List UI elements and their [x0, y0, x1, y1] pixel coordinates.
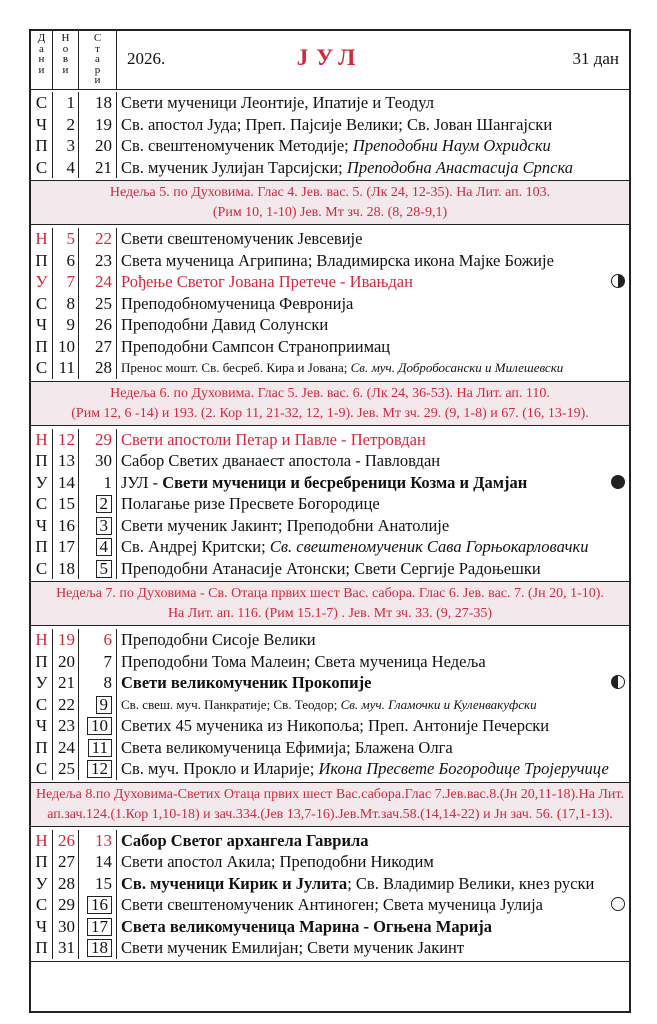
old-calendar-date: 29: [79, 429, 117, 451]
new-calendar-date: 2: [53, 114, 79, 136]
year-label: 2026.: [127, 49, 166, 68]
old-calendar-date: 14: [79, 851, 117, 873]
col-old-label: С т а р и: [93, 32, 102, 86]
new-calendar-date: 16: [53, 515, 79, 537]
new-calendar-date: 19: [53, 629, 79, 651]
week-1: [31, 89, 629, 181]
weekday-letter: С: [31, 758, 53, 780]
day-row: [31, 114, 629, 136]
feast-text: Преподобни Атанасије Атонски; Свети Сергије Радоњешки: [121, 558, 541, 578]
day-row: [31, 336, 629, 358]
feast-text: Св. свеш. муч. Панкратије; Св. Теодор; Св. муч. Гламочки и Куленвакуфски: [121, 696, 537, 712]
old-calendar-date: 4: [79, 536, 117, 558]
old-calendar-date: 9: [79, 694, 117, 716]
weekday-letter: Ч: [31, 715, 53, 737]
new-calendar-date: 1: [53, 92, 79, 114]
feast-text: Свети свештеномученик Антиноген; Света мученица Јулија: [121, 895, 543, 914]
old-calendar-date: 13: [79, 830, 117, 852]
new-calendar-date: 14: [53, 472, 79, 494]
old-calendar-date: 27: [79, 336, 117, 358]
day-row: [31, 694, 629, 716]
feast-text: Св. Андреј Критски; Св. свештеномученик Сава Горњокарловачки: [121, 537, 589, 556]
month-title: ЈУЛ: [296, 45, 364, 70]
new-calendar-date: 9: [53, 314, 79, 336]
moon-phase-icon: [611, 675, 625, 689]
day-row: [31, 92, 629, 114]
new-calendar-date: 15: [53, 493, 79, 515]
feast-text: Света великомученица Марина - Огњена Марија: [121, 916, 493, 936]
old-calendar-date: 16: [79, 894, 117, 916]
feast-text: Преподобни Давид Солунски: [121, 315, 329, 334]
feast-text: Светих 45 мученика из Никопоља; Преп. Антоније Печерски: [121, 716, 550, 735]
weekday-letter: П: [31, 851, 53, 873]
new-calendar-date: 30: [53, 916, 79, 938]
feast-text: Св. свештеномученик Методије; Преподобни Наум Охридски: [121, 136, 551, 155]
weekday-letter: С: [31, 293, 53, 315]
old-calendar-date: 30: [79, 450, 117, 472]
old-calendar-date: 6: [79, 629, 117, 651]
old-calendar-date: 20: [79, 135, 117, 157]
day-row: [31, 450, 629, 472]
day-row: [31, 937, 629, 959]
new-calendar-date: 12: [53, 429, 79, 451]
day-row: [31, 429, 629, 451]
feast-text: Преподобни Сисоје Велики: [121, 630, 316, 649]
old-calendar-date: 26: [79, 314, 117, 336]
new-calendar-date: 31: [53, 937, 79, 959]
readings-line: Недеља 6. по Духовима. Глас 5. Јев. вас. 6. (Лк 24, 36-53). На Лит. ап. 110.: [110, 385, 550, 401]
weekday-letter: У: [31, 271, 53, 293]
moon-phase-icon: [611, 274, 625, 288]
day-row: [31, 737, 629, 759]
sunday-readings-3: [31, 582, 629, 626]
new-calendar-date: 7: [53, 271, 79, 293]
new-calendar-date: 29: [53, 894, 79, 916]
moon-phase-icon: [611, 897, 625, 911]
week-4: [31, 626, 629, 783]
sunday-readings-2: [31, 382, 629, 426]
feast-text: Свети мученик Емилијан; Свети мученик Јакинт: [121, 938, 465, 957]
feast-text: Св. мученик Јулијан Тарсијски; Преподобна Анастасија Српска: [121, 157, 574, 177]
day-row: [31, 830, 629, 852]
day-row: [31, 851, 629, 873]
feast-text: Преподобномученица Февронија: [121, 293, 354, 313]
old-calendar-date: 28: [79, 357, 117, 379]
weekday-letter: П: [31, 937, 53, 959]
old-calendar-date: 8: [79, 672, 117, 694]
old-calendar-date: 18: [79, 937, 117, 959]
new-calendar-date: 24: [53, 737, 79, 759]
new-calendar-date: 6: [53, 250, 79, 272]
feast-text: Преподобни Тома Малеин; Света мученица Недеља: [121, 651, 486, 671]
new-calendar-date: 22: [53, 694, 79, 716]
weekday-letter: С: [31, 894, 53, 916]
weekday-letter: С: [31, 493, 53, 515]
old-calendar-date: 3: [79, 515, 117, 537]
week-2: [31, 225, 629, 382]
day-row: [31, 314, 629, 336]
feast-text: Св. мученици Кирик и Јулита; Св. Владимир Велики, кнез руски: [121, 873, 595, 893]
weekday-letter: Ч: [31, 916, 53, 938]
weekday-letter: С: [31, 92, 53, 114]
new-calendar-date: 5: [53, 228, 79, 250]
weekday-letter: У: [31, 472, 53, 494]
feast-text: Свети великомученик Прокопије: [121, 673, 372, 692]
sunday-readings-1: [31, 181, 629, 225]
new-calendar-date: 3: [53, 135, 79, 157]
feast-text: Рођење Светог Јована Претече - Ивањдан: [121, 272, 413, 291]
old-calendar-date: 25: [79, 293, 117, 315]
day-row: [31, 916, 629, 938]
old-calendar-date: 10: [79, 715, 117, 737]
day-row: [31, 357, 629, 379]
new-calendar-date: 20: [53, 651, 79, 673]
readings-line: Недеља 7. по Духовима - Св. Отаца првих шест Вас. сабора. Глас 6. Јев. вас. 7. (Јн 20, 1-10).: [56, 586, 604, 601]
new-calendar-date: 27: [53, 851, 79, 873]
calendar-frame: [29, 29, 631, 1013]
feast-text: Свети апостол Акила; Преподобни Никодим: [121, 852, 434, 871]
weekday-letter: Н: [31, 429, 53, 451]
feast-text: Света великомученица Ефимија; Блажена Олга: [121, 737, 453, 757]
weekday-letter: Ч: [31, 314, 53, 336]
readings-line: Недеља 8.по Духовима-Светих Отаца првих шест Вас.сабора.Глас 7.Јев.вас.8.(Јн 20,11-18).На Лит.: [36, 786, 624, 802]
day-row: [31, 228, 629, 250]
old-calendar-date: 5: [79, 558, 117, 580]
old-calendar-date: 11: [79, 737, 117, 759]
day-row: [31, 629, 629, 651]
feast-text: Полагање ризе Пресвете Богородице: [121, 494, 380, 513]
new-calendar-date: 25: [53, 758, 79, 780]
day-row: [31, 873, 629, 895]
old-calendar-date: 18: [79, 92, 117, 114]
new-calendar-date: 18: [53, 558, 79, 580]
old-calendar-date: 2: [79, 493, 117, 515]
weekday-letter: П: [31, 250, 53, 272]
new-calendar-date: 4: [53, 157, 79, 179]
feast-text: Сабор Светог архангела Гаврила: [121, 830, 369, 850]
new-calendar-date: 17: [53, 536, 79, 558]
week-3: [31, 426, 629, 583]
weekday-letter: С: [31, 157, 53, 179]
day-row: [31, 515, 629, 537]
days-count: 31 дан: [572, 49, 619, 68]
old-calendar-date: 22: [79, 228, 117, 250]
weekday-letter: П: [31, 651, 53, 673]
weekday-letter: У: [31, 873, 53, 895]
day-row: [31, 672, 629, 694]
new-calendar-date: 21: [53, 672, 79, 694]
old-calendar-date: 12: [79, 758, 117, 780]
weekday-letter: П: [31, 336, 53, 358]
weekday-letter: Н: [31, 228, 53, 250]
feast-text: Свети мученици Леонтије, Ипатије и Теодул: [121, 93, 435, 112]
feast-text: Свети мученик Јакинт; Преподобни Анатолије: [121, 515, 450, 535]
day-row: [31, 271, 629, 293]
col-days-label: Д а н и: [37, 32, 46, 76]
day-row: [31, 536, 629, 558]
day-row: [31, 558, 629, 580]
day-row: [31, 472, 629, 494]
feast-text: Св. муч. Прокло и Иларије; Икона Пресвете Богородице Тројеручице: [121, 759, 609, 778]
day-row: [31, 894, 629, 916]
weekday-letter: П: [31, 450, 53, 472]
old-calendar-date: 15: [79, 873, 117, 895]
old-calendar-date: 1: [79, 472, 117, 494]
weekday-letter: У: [31, 672, 53, 694]
new-calendar-date: 28: [53, 873, 79, 895]
feast-text: Преподобни Сампсон Страноприимац: [121, 336, 391, 356]
old-calendar-date: 19: [79, 114, 117, 136]
weekday-letter: П: [31, 135, 53, 157]
day-row: [31, 293, 629, 315]
readings-line: Недеља 5. по Духовима. Глас 4. Јев. вас. 5. (Лк 24, 12-35). На Лит. ап. 103.: [109, 185, 551, 200]
new-calendar-date: 26: [53, 830, 79, 852]
day-row: [31, 758, 629, 780]
day-row: [31, 493, 629, 515]
weekday-letter: П: [31, 536, 53, 558]
feast-text: ЈУЛ - Свети мученици и бесребреници Козма и Дамјан: [121, 472, 528, 492]
weekday-letter: П: [31, 737, 53, 759]
feast-text: Сабор Светих дванаест апостола - Павловдан: [121, 451, 441, 470]
new-calendar-date: 23: [53, 715, 79, 737]
old-calendar-date: 7: [79, 651, 117, 673]
readings-line: ап.зач.124.(1.Кор 1,10-18) и зач.334.(Јев 13,7-16).Јев.Мт.зач.58.(14,14-22) и Јн зач. 56. (17,1-13).: [47, 806, 613, 822]
week-5: [31, 827, 629, 962]
new-calendar-date: 10: [53, 336, 79, 358]
readings-line: На Лит. ап. 116. (Рим 15.1-7) . Јев. Мт зч. 33. (9, 27-35): [167, 606, 493, 621]
weekday-letter: С: [31, 357, 53, 379]
new-calendar-date: 13: [53, 450, 79, 472]
col-new-label: Н о в и: [61, 32, 70, 76]
new-calendar-date: 11: [53, 357, 79, 379]
weekday-letter: С: [31, 558, 53, 580]
calendar-header: [31, 31, 629, 90]
day-row: [31, 157, 629, 179]
weekday-letter: Ч: [31, 515, 53, 537]
day-row: [31, 651, 629, 673]
readings-line: (Рим 12, 6 -14) и 193. (2. Кор 11, 21-32, 12, 1-9). Јев. Мт зч. 29. (9, 1-8) и 67. (16, 13-19).: [71, 405, 589, 421]
old-calendar-date: 21: [79, 157, 117, 179]
moon-phase-icon: [611, 475, 625, 489]
weekday-letter: Н: [31, 629, 53, 651]
weekday-letter: Ч: [31, 114, 53, 136]
day-row: [31, 715, 629, 737]
weekday-letter: Н: [31, 830, 53, 852]
day-row: [31, 135, 629, 157]
new-calendar-date: 8: [53, 293, 79, 315]
feast-text: Свети апостоли Петар и Павле - Петровдан: [121, 429, 426, 449]
old-calendar-date: 17: [79, 916, 117, 938]
feast-text: Св. апостол Јуда; Преп. Пајсије Велики; Св. Јован Шангајски: [121, 114, 553, 134]
old-calendar-date: 23: [79, 250, 117, 272]
feast-text: Свети свештеномученик Јевсевије: [121, 229, 363, 248]
day-row: [31, 250, 629, 272]
old-calendar-date: 24: [79, 271, 117, 293]
feast-text: Пренос мошт. Св. бесреб. Кира и Јована; Св. муч. Добробосански и Милешевски: [121, 360, 564, 375]
feast-text: Света мученица Агрипина; Владимирска икона Мајке Божије: [121, 250, 554, 270]
sunday-readings-4: [31, 783, 629, 827]
readings-line: (Рим 10, 1-10) Јев. Мт зч. 28. (8, 28-9,1): [212, 205, 448, 220]
weekday-letter: С: [31, 694, 53, 716]
